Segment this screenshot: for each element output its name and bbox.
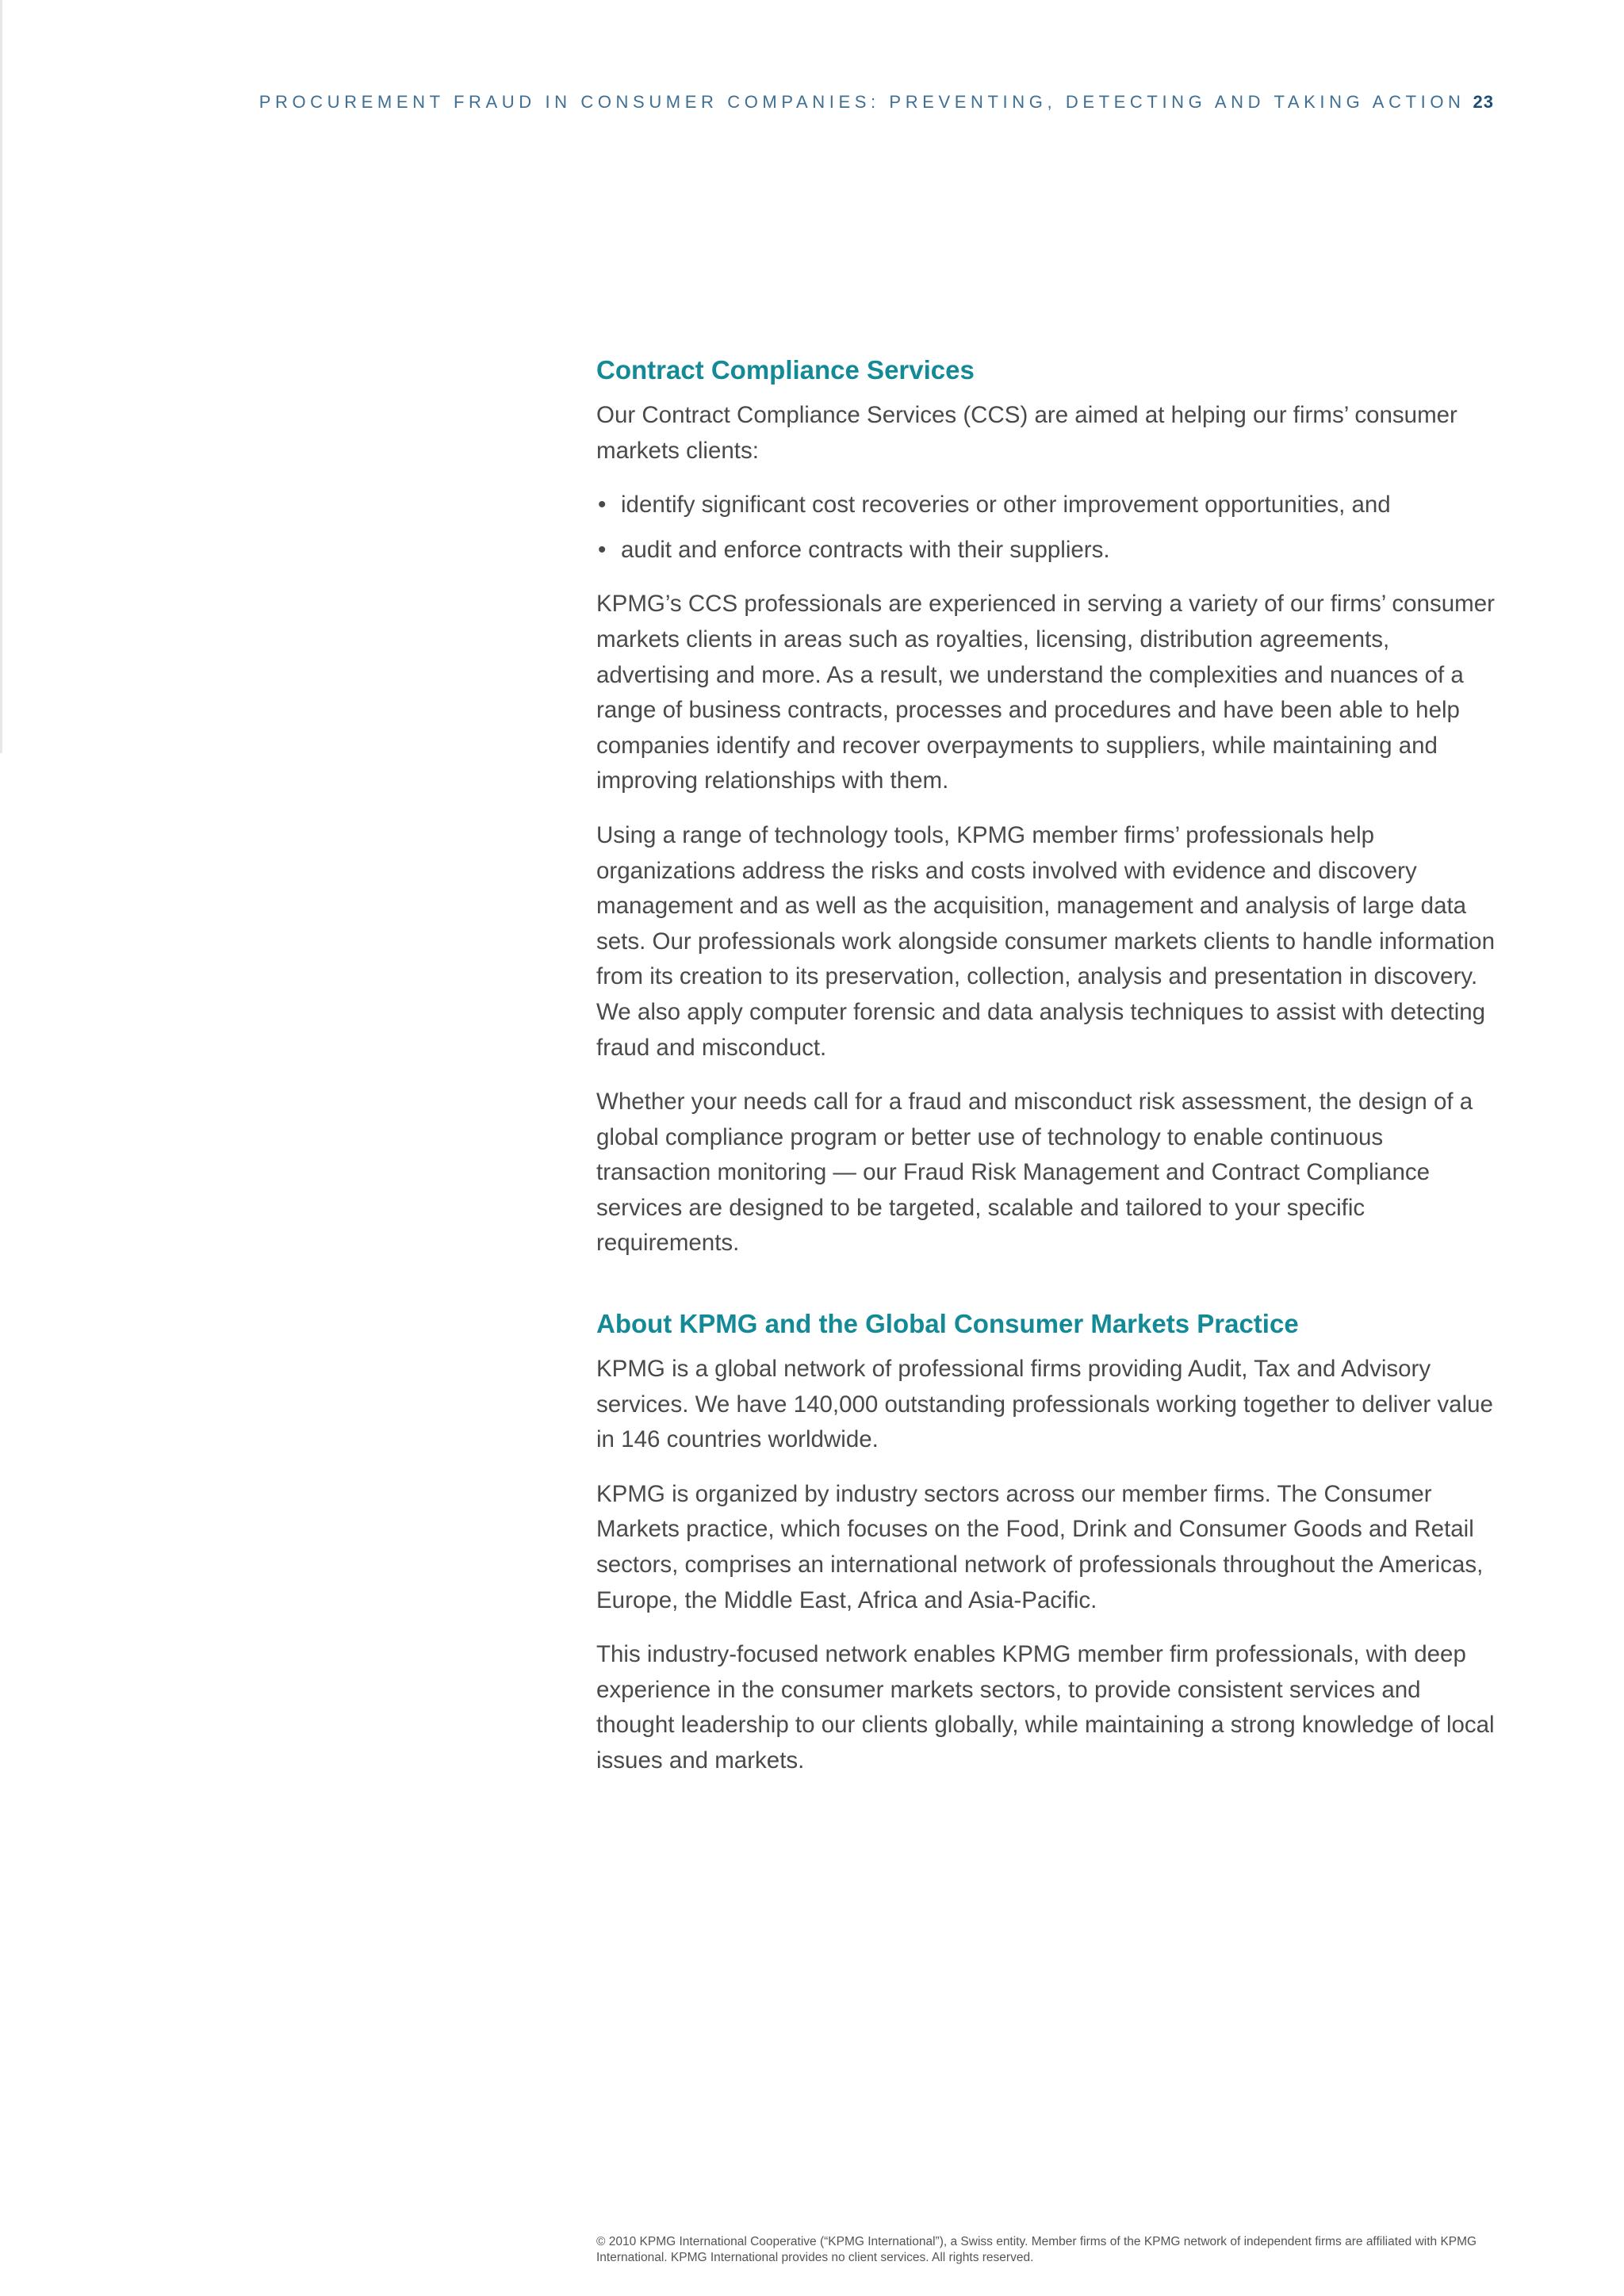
ccs-paragraph-experience: KPMG’s CCS professionals are experienced in serving a variety of our firms’ consumer markets clients in areas such as royalties, licensing, distribution agreements, advertising and more. As a result, we understand the complexities and nuances of a range of business contracts, processes and procedures and have been able to help companies identify and recover overpayments to suppliers, while maintaining and improving relationships with them. [596,591,1495,794]
ccs-paragraph-needs: Whether your needs call for a fraud and misconduct risk assessment, the design of a global compliance program or better use of technology to enable continuous transaction monitoring — our Fraud Risk Management and Contract Compliance services are designed to be targeted, scalable and tailored to your specific requirements. [596,1089,1473,1257]
about-paragraph-network: KPMG is a global network of professional firms providing Audit, Tax and Advisory services. We have 140,000 outstanding professionals working together to deliver value in 146 countries worldwide. [596,1356,1493,1453]
bullet-item-audit-contracts [596,533,1496,568]
bullet-item-cost-recoveries [596,488,1496,523]
bullet-dot-icon: • [598,492,607,519]
bullet-dot-icon: • [598,536,607,563]
bullet-item-text: audit and enforce contracts with their suppliers. [621,536,1110,563]
about-paragraph-sectors: KPMG is organized by industry sectors across our member firms. The Consumer Markets practice, which focuses on the Food, Drink and Consumer Goods and Retail sectors, comprises an international network of professionals throughout the Americas, Europe, the Middle East, Africa and Asia-Pacific. [596,1480,1484,1613]
ccs-intro-paragraph: Our Contract Compliance Services (CCS) are aimed at helping our firms’ consumer markets clients: [596,402,1457,464]
running-header-title: PROCUREMENT FRAUD IN CONSUMER COMPANIES: PREVENTING, DETECTING AND TAKING ACTION [259,92,1465,112]
about-paragraph-industry-network: This industry-focused network enables KPMG member firm professionals, with deep experience in the consumer markets sectors, to provide consistent services and thought leadership to our clients globally, while maintaining a strong knowledge of local issues and markets. [596,1641,1495,1774]
page-edge-divider [0,0,2,753]
bullet-item-text: identify significant cost recoveries or other improvement opportunities, and [621,492,1391,519]
section-title-about-kpmg: About KPMG and the Global Consumer Markets Practice [596,1309,1299,1339]
section-title-contract-compliance: Contract Compliance Services [596,355,975,385]
main-content [596,350,1496,1798]
running-header [238,92,1494,113]
copyright-footer: © 2010 KPMG International Cooperative (“KPMG International”), a Swiss entity. Member firms of the KPMG network of independent firms are affiliated with KPMG International. KPMG International provides no client services. All rights reserved. [596,2235,1477,2264]
ccs-paragraph-technology: Using a range of technology tools, KPMG member firms’ professionals help organizations address the risks and costs involved with evidence and discovery management and as well as the acquisition, management and analysis of large data sets. Our professionals work alongside consumer markets clients to handle information from its creation to its preservation, collection, analysis and presentation in discovery. We also apply computer forensic and data analysis techniques to assist with detecting fraud and misconduct. [596,821,1495,1061]
ccs-bullet-list [596,488,1496,568]
page-number: 23 [1473,92,1494,112]
